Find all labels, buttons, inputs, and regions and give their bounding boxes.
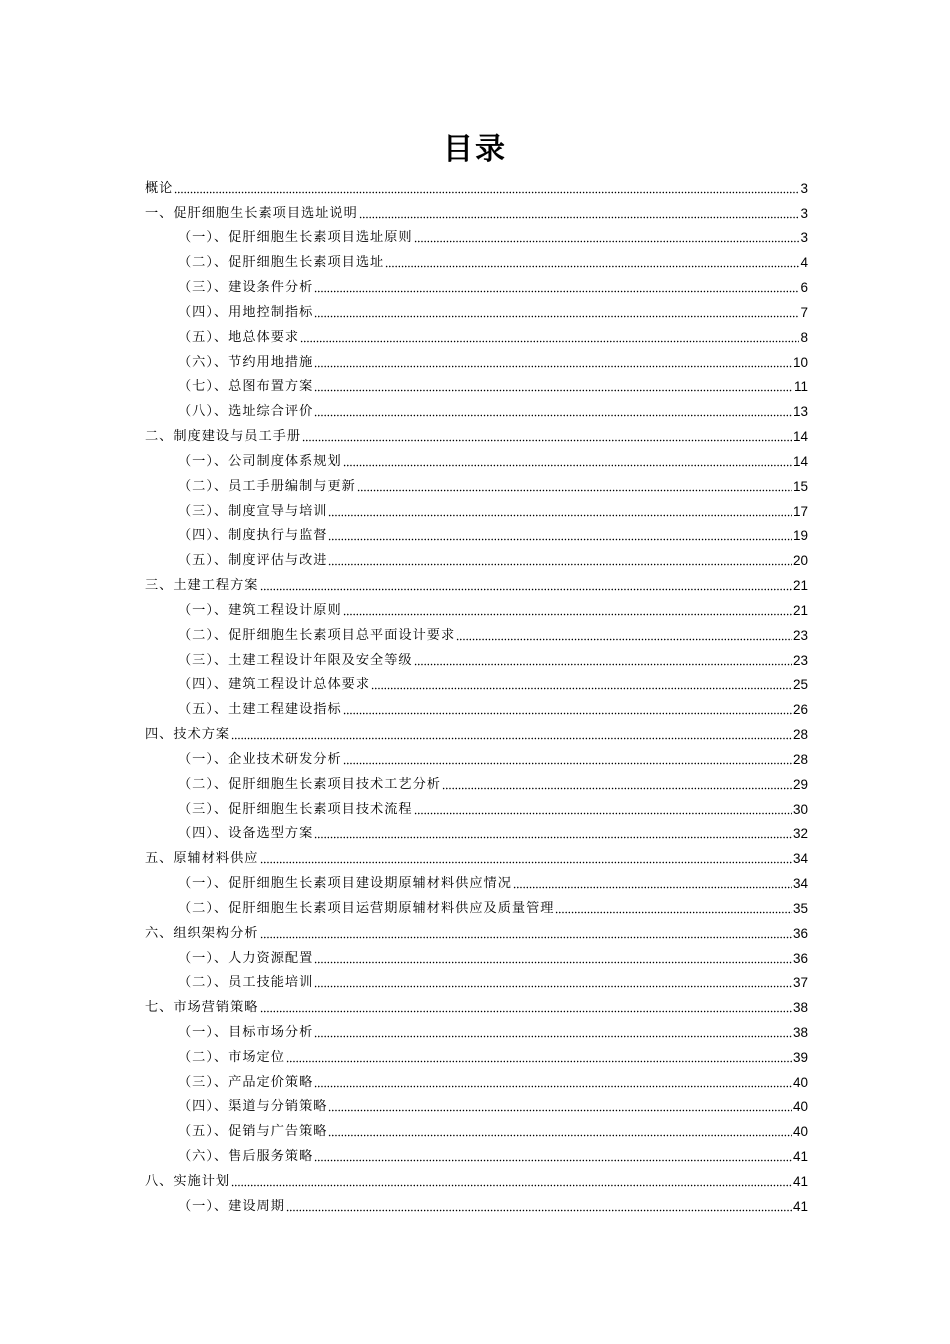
- toc-entry[interactable]: [145, 596, 808, 621]
- toc-title: 目录: [443, 132, 507, 167]
- toc-entry-title: （三）、土建工程设计年限及安全等级: [178, 652, 413, 668]
- toc-entry-page-number: 17: [792, 503, 808, 519]
- toc-entry-page-number: 21: [792, 602, 808, 618]
- dot-leader: [314, 1085, 792, 1088]
- dot-leader: [260, 1010, 792, 1013]
- dot-leader: [174, 191, 799, 194]
- dot-leader: [314, 414, 792, 417]
- toc-entry[interactable]: [145, 1093, 808, 1118]
- toc-entry-title: （五）、地总体要求: [178, 329, 300, 345]
- toc-entry-page-number: 37: [792, 975, 808, 991]
- dot-leader: [300, 340, 799, 343]
- toc-entry-title: （三）、产品定价策略: [178, 1074, 314, 1090]
- toc-entry[interactable]: [145, 522, 808, 547]
- toc-entry-title: 四、技术方案: [145, 727, 231, 743]
- toc-entry-title: （四）、制度执行与监督: [178, 528, 328, 544]
- toc-entry-title: （一）、促肝细胞生长素项目选址原则: [178, 230, 413, 246]
- toc-entry-page-number: 40: [792, 1099, 808, 1115]
- dot-leader: [314, 389, 793, 392]
- toc-entry-page-number: 39: [792, 1049, 808, 1065]
- toc-entry-page-number: 38: [792, 1000, 808, 1016]
- dot-leader: [231, 1184, 792, 1187]
- dot-leader: [357, 489, 792, 492]
- toc-entry[interactable]: [145, 820, 808, 845]
- toc-entry-page-number: 26: [792, 702, 808, 718]
- dot-leader: [314, 961, 792, 964]
- dot-leader: [302, 439, 792, 442]
- toc-entry-page-number: 3: [800, 205, 808, 221]
- dot-leader: [414, 240, 800, 243]
- toc-entry-title: 三、土建工程方案: [145, 578, 259, 594]
- toc-entry[interactable]: [145, 472, 808, 497]
- toc-entry-title: 概论: [145, 180, 174, 196]
- dot-leader: [314, 290, 799, 293]
- dot-leader: [328, 514, 792, 517]
- toc-entry-page-number: 13: [792, 404, 808, 420]
- toc-entry-title: 七、市场营销策略: [145, 1000, 259, 1016]
- toc-entry[interactable]: [145, 199, 808, 224]
- toc-entry-page-number: 36: [792, 925, 808, 941]
- dot-leader: [314, 836, 792, 839]
- toc-entry[interactable]: [145, 224, 808, 249]
- toc-entry-title: （三）、促肝细胞生长素项目技术流程: [178, 801, 413, 817]
- toc-entry[interactable]: [145, 1117, 808, 1142]
- toc-entry-title: （五）、促销与广告策略: [178, 1124, 328, 1140]
- dot-leader: [231, 737, 792, 740]
- toc-entry[interactable]: [145, 248, 808, 273]
- toc-entry-page-number: 6: [800, 280, 808, 296]
- toc-entry-title: （一）、建筑工程设计原则: [178, 602, 342, 618]
- toc-entry[interactable]: [145, 422, 808, 447]
- table-of-contents: [145, 174, 808, 1217]
- dot-leader: [314, 1159, 792, 1162]
- toc-entry-page-number: 25: [792, 677, 808, 693]
- toc-entry-title: 八、实施计划: [145, 1173, 231, 1189]
- dot-leader: [260, 588, 792, 591]
- dot-leader: [343, 464, 792, 467]
- dot-leader: [343, 712, 792, 715]
- toc-entry-page-number: 40: [792, 1074, 808, 1090]
- toc-entry-page-number: 3: [800, 180, 808, 196]
- toc-entry[interactable]: [145, 1018, 808, 1043]
- dot-leader: [414, 812, 792, 815]
- toc-entry[interactable]: [145, 497, 808, 522]
- dot-leader: [260, 936, 792, 939]
- toc-entry-title: （二）、促肝细胞生长素项目技术工艺分析: [178, 776, 441, 792]
- toc-entry-page-number: 3: [800, 230, 808, 246]
- toc-entry[interactable]: [145, 1068, 808, 1093]
- toc-entry-page-number: 7: [800, 304, 808, 320]
- toc-entry-page-number: 41: [792, 1149, 808, 1165]
- dot-leader: [328, 1109, 792, 1112]
- toc-entry-page-number: 41: [792, 1198, 808, 1214]
- dot-leader: [442, 787, 792, 790]
- toc-entry-page-number: 20: [792, 553, 808, 569]
- toc-entry-title: 二、制度建设与员工手册: [145, 429, 302, 445]
- dot-leader: [359, 216, 800, 219]
- toc-entry[interactable]: [145, 720, 808, 745]
- toc-entry-title: （四）、渠道与分销策略: [178, 1099, 328, 1115]
- toc-entry[interactable]: [145, 919, 808, 944]
- toc-entry-title: （八）、选址综合评价: [178, 404, 314, 420]
- toc-entry-page-number: 8: [800, 329, 808, 345]
- toc-entry[interactable]: [145, 397, 808, 422]
- toc-entry-title: （五）、土建工程建设指标: [178, 702, 342, 718]
- toc-entry-page-number: 36: [792, 950, 808, 966]
- toc-entry[interactable]: [145, 1043, 808, 1068]
- toc-entry-title: （一）、目标市场分析: [178, 1024, 314, 1040]
- dot-leader: [286, 1060, 792, 1063]
- toc-entry-page-number: 4: [800, 255, 808, 271]
- dot-leader: [286, 1209, 792, 1212]
- toc-entry[interactable]: [145, 621, 808, 646]
- toc-entry-page-number: 28: [792, 751, 808, 767]
- toc-entry[interactable]: [145, 894, 808, 919]
- toc-entry-page-number: 32: [792, 826, 808, 842]
- toc-entry-title: （四）、用地控制指标: [178, 304, 314, 320]
- dot-leader: [456, 638, 792, 641]
- toc-entry-title: （二）、员工技能培训: [178, 975, 314, 991]
- dot-leader: [343, 613, 792, 616]
- toc-entry-page-number: 19: [792, 528, 808, 544]
- toc-entry-title: （一）、人力资源配置: [178, 950, 314, 966]
- toc-entry-page-number: 34: [792, 876, 808, 892]
- toc-entry-page-number: 40: [792, 1124, 808, 1140]
- dot-leader: [513, 886, 792, 889]
- toc-entry-page-number: 30: [792, 801, 808, 817]
- toc-entry[interactable]: [145, 969, 808, 994]
- toc-entry[interactable]: [145, 944, 808, 969]
- toc-entry-page-number: 35: [792, 900, 808, 916]
- toc-entry[interactable]: [145, 993, 808, 1018]
- dot-leader: [314, 315, 799, 318]
- toc-entry[interactable]: [145, 695, 808, 720]
- toc-entry-page-number: 21: [792, 578, 808, 594]
- toc-entry-title: （一）、建设周期: [178, 1198, 285, 1214]
- toc-entry-title: 一、促肝细胞生长素项目选址说明: [145, 205, 358, 221]
- toc-entry[interactable]: [145, 571, 808, 596]
- toc-entry-title: 六、组织架构分析: [145, 925, 259, 941]
- toc-entry[interactable]: [145, 1167, 808, 1192]
- toc-entry-page-number: 38: [792, 1024, 808, 1040]
- dot-leader: [328, 1134, 792, 1137]
- toc-entry-page-number: 28: [792, 727, 808, 743]
- dot-leader: [314, 985, 792, 988]
- toc-entry-title: （五）、制度评估与改进: [178, 553, 328, 569]
- toc-entry-page-number: 11: [793, 379, 808, 395]
- toc-entry[interactable]: [145, 1142, 808, 1167]
- toc-entry[interactable]: [145, 1192, 808, 1217]
- toc-entry[interactable]: [145, 273, 808, 298]
- dot-leader: [314, 365, 792, 368]
- toc-entry-title: （一）、公司制度体系规划: [178, 453, 342, 469]
- dot-leader: [328, 538, 792, 541]
- toc-entry[interactable]: [145, 745, 808, 770]
- dot-leader: [414, 663, 792, 666]
- toc-entry-title: （六）、节约用地措施: [178, 354, 314, 370]
- toc-entry[interactable]: [145, 323, 808, 348]
- toc-entry-title: （一）、促肝细胞生长素项目建设期原辅材料供应情况: [178, 876, 512, 892]
- toc-entry-title: 五、原辅材料供应: [145, 851, 259, 867]
- toc-entry[interactable]: [145, 646, 808, 671]
- toc-entry-title: （三）、建设条件分析: [178, 280, 314, 296]
- toc-entry-page-number: 23: [792, 627, 808, 643]
- toc-entry-title: （四）、设备选型方案: [178, 826, 314, 842]
- toc-entry-page-number: 23: [792, 652, 808, 668]
- toc-entry[interactable]: [145, 348, 808, 373]
- toc-entry-page-number: 14: [792, 429, 808, 445]
- toc-entry-title: （三）、制度宣导与培训: [178, 503, 328, 519]
- toc-entry[interactable]: [145, 447, 808, 472]
- dot-leader: [260, 861, 792, 864]
- toc-entry[interactable]: [145, 795, 808, 820]
- toc-entry-title: （六）、售后服务策略: [178, 1149, 314, 1165]
- toc-entry[interactable]: [145, 174, 808, 199]
- toc-entry-page-number: 41: [792, 1173, 808, 1189]
- toc-entry[interactable]: [145, 869, 808, 894]
- dot-leader: [555, 911, 792, 914]
- toc-entry-title: （四）、建筑工程设计总体要求: [178, 677, 371, 693]
- dot-leader: [328, 563, 792, 566]
- toc-entry-page-number: 34: [792, 851, 808, 867]
- toc-entry[interactable]: [145, 546, 808, 571]
- toc-entry-page-number: 15: [792, 478, 808, 494]
- toc-entry-title: （二）、员工手册编制与更新: [178, 478, 356, 494]
- toc-entry-page-number: 14: [792, 453, 808, 469]
- toc-entry-title: （一）、企业技术研发分析: [178, 751, 342, 767]
- toc-entry[interactable]: [145, 373, 808, 398]
- toc-entry-page-number: 10: [792, 354, 808, 370]
- toc-entry[interactable]: [145, 298, 808, 323]
- toc-entry[interactable]: [145, 770, 808, 795]
- toc-entry-title: （七）、总图布置方案: [178, 379, 314, 395]
- dot-leader: [371, 687, 792, 690]
- toc-entry[interactable]: [145, 844, 808, 869]
- dot-leader: [343, 762, 792, 765]
- toc-entry-title: （二）、促肝细胞生长素项目选址: [178, 255, 385, 271]
- dot-leader: [385, 265, 799, 268]
- toc-entry[interactable]: [145, 671, 808, 696]
- toc-entry-title: （二）、市场定位: [178, 1049, 285, 1065]
- toc-entry-title: （二）、促肝细胞生长素项目运营期原辅材料供应及质量管理: [178, 900, 555, 916]
- dot-leader: [314, 1035, 792, 1038]
- toc-entry-title: （二）、促肝细胞生长素项目总平面设计要求: [178, 627, 456, 643]
- toc-entry-page-number: 29: [792, 776, 808, 792]
